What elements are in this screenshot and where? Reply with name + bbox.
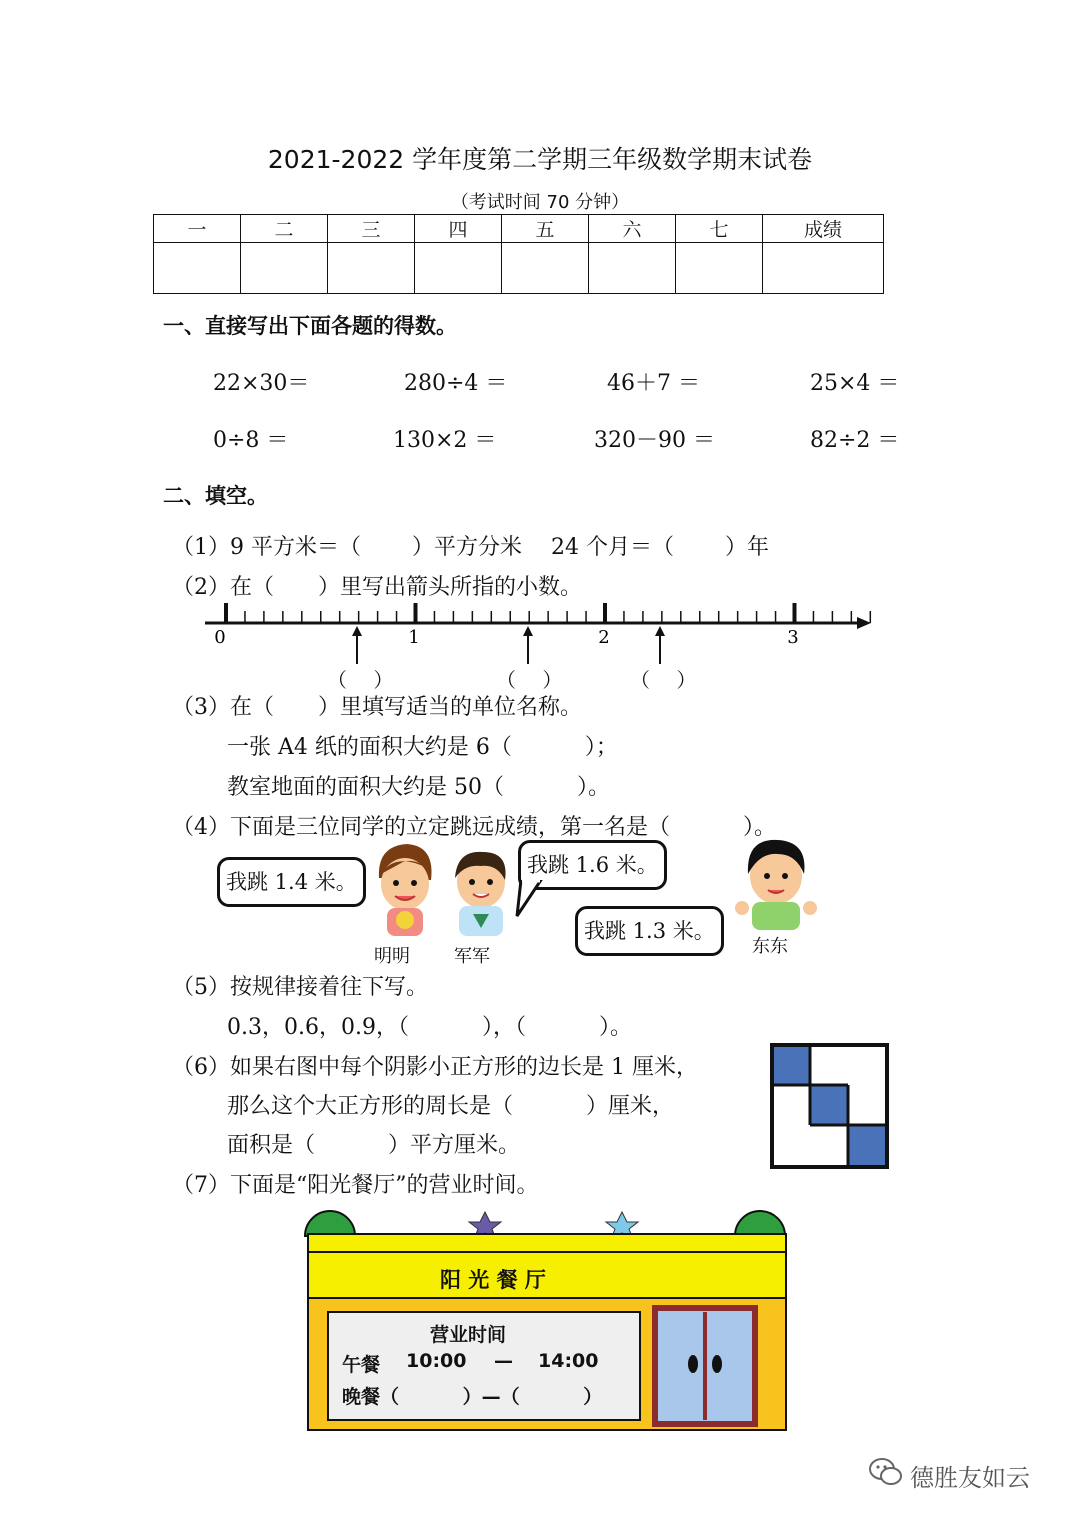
dinner-hours[interactable]: 晚餐（ ）—（ ） <box>342 1386 603 1408</box>
question-2: （2）在（ ）里写出箭头所指的小数。 <box>172 575 582 600</box>
question-6c: 面积是（ ）平方厘米。 <box>227 1133 520 1158</box>
speech-bubble-junjun: 我跳 1.6 米。 <box>518 840 667 890</box>
restaurant-name: 阳 光 餐 厅 <box>440 1268 546 1292</box>
section-1-title: 一、直接写出下面各题的得数。 <box>163 314 457 338</box>
shaded-square-3 <box>848 1125 886 1166</box>
score-header-1: 一 <box>154 215 241 243</box>
tick-label-2: 2 <box>598 627 610 648</box>
question-4: （4）下面是三位同学的立定跳远成绩，第一名是（ ）。 <box>172 815 776 840</box>
door-handle-left <box>688 1355 698 1373</box>
score-table <box>153 214 884 294</box>
speech-bubble-mingming: 我跳 1.4 米。 <box>217 857 366 907</box>
child-dongdong-illustration <box>734 834 818 930</box>
score-header-3: 三 <box>328 215 415 243</box>
question-3a: 一张 A4 纸的面积大约是 6（ ）； <box>227 735 618 760</box>
calc-problem: 22×30＝ <box>213 371 310 396</box>
wechat-icon <box>868 1456 904 1488</box>
sign-board <box>308 1252 786 1298</box>
lunch-label: 午餐 <box>342 1354 381 1376</box>
calc-problem: 46＋7 ＝ <box>607 371 700 396</box>
tick-label-0: 0 <box>214 627 226 648</box>
score-cell[interactable] <box>328 243 415 294</box>
page-title: 2021-2022 学年度第二学期三年级数学期末试卷 <box>267 145 813 174</box>
score-header-6: 六 <box>589 215 676 243</box>
score-cell[interactable] <box>154 243 241 294</box>
question-3b: 教室地面的面积大约是 50（ ）。 <box>227 775 610 800</box>
shaded-square-1 <box>773 1046 810 1085</box>
child-name-junjun: 军军 <box>454 946 490 967</box>
tick-label-1: 1 <box>408 627 420 648</box>
square-figure <box>770 1043 889 1169</box>
score-cell[interactable] <box>502 243 589 294</box>
arrow-indicator-3 <box>655 626 665 664</box>
lunch-dash: — <box>494 1350 513 1372</box>
question-6b: 那么这个大正方形的周长是（ ）厘米， <box>227 1094 674 1119</box>
door-handle-right <box>712 1355 722 1373</box>
watermark-text: 德胜友如云 <box>910 1464 1030 1492</box>
answer-blank-2[interactable]: （ ） <box>496 668 563 692</box>
calc-problem: 0÷8 ＝ <box>213 428 289 453</box>
answer-blank-3[interactable]: （ ） <box>630 668 697 692</box>
child-name-mingming: 明明 <box>374 946 410 967</box>
lunch-end-time: 14:00 <box>538 1350 599 1372</box>
question-7: （7）下面是“阳光餐厅”的营业时间。 <box>172 1173 539 1198</box>
shaded-square-2 <box>810 1085 848 1125</box>
calc-problem: 130×2 ＝ <box>393 428 497 453</box>
score-header-total: 成绩 <box>763 215 884 243</box>
dome-right <box>735 1211 785 1236</box>
speech-bubble-dongdong: 我跳 1.3 米。 <box>575 906 724 956</box>
score-header-2: 二 <box>241 215 328 243</box>
exam-duration: （考试时间 70 分钟） <box>450 192 630 213</box>
calc-problem: 25×4 ＝ <box>810 371 900 396</box>
tick-label-3: 3 <box>787 627 799 648</box>
number-line-ticks <box>226 603 870 623</box>
question-1: （1）9 平方米＝（ ）平方分米 24 个月＝（ ）年 <box>172 535 769 560</box>
score-header-7: 七 <box>676 215 763 243</box>
answer-blank-1[interactable]: （ ） <box>327 668 394 692</box>
question-5a: 0.3，0.6，0.9，（ ），（ ）。 <box>227 1015 632 1040</box>
arrow-indicator-2 <box>523 626 533 664</box>
score-cell[interactable] <box>241 243 328 294</box>
child-junjun-illustration <box>443 842 523 938</box>
number-line-arrowhead <box>857 617 871 629</box>
section-2-title: 二、填空。 <box>163 484 268 508</box>
score-header-5: 五 <box>502 215 589 243</box>
hours-title: 营业时间 <box>430 1324 507 1346</box>
dome-left <box>305 1211 355 1236</box>
score-cell[interactable] <box>763 243 884 294</box>
question-3: （3）在（ ）里填写适当的单位名称。 <box>172 695 582 720</box>
score-cell[interactable] <box>589 243 676 294</box>
child-name-dongdong: 东东 <box>752 936 788 957</box>
question-6a: （6）如果右图中每个阴影小正方形的边长是 1 厘米， <box>172 1055 698 1080</box>
child-mingming-illustration <box>365 838 445 938</box>
score-cell[interactable] <box>415 243 502 294</box>
score-header-4: 四 <box>415 215 502 243</box>
calc-problem: 280÷4 ＝ <box>404 371 508 396</box>
calc-problem: 320－90 ＝ <box>594 428 715 453</box>
arrow-indicator-1 <box>352 626 362 664</box>
question-5: （5）按规律接着往下写。 <box>172 975 428 1000</box>
roof-band <box>308 1234 786 1252</box>
score-cell[interactable] <box>676 243 763 294</box>
calc-problem: 82÷2 ＝ <box>810 428 900 453</box>
lunch-start-time: 10:00 <box>406 1350 467 1372</box>
